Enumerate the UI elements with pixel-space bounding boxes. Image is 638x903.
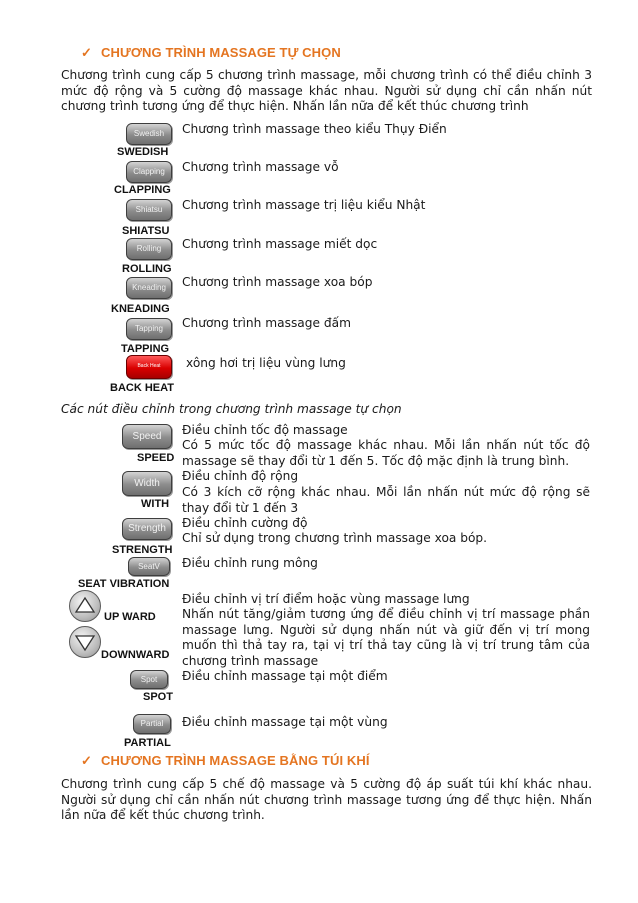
width-desc: Có 3 kích cỡ rộng khác nhau. Mỗi lần nhấn nút mức độ rộng sẽ thay đổi từ 1 đến 3	[182, 485, 590, 515]
shiatsu-label: SHIATSU	[122, 225, 170, 237]
section-heading-custom: ✓ CHƯƠNG TRÌNH MASSAGE TỰ CHỌN	[81, 45, 341, 60]
width-label: WITH	[141, 498, 170, 510]
kneading-desc: Chương trình massage xoa bóp	[182, 275, 373, 289]
shiatsu-desc: Chương trình massage trị liệu kiểu Nhật	[182, 198, 426, 212]
section2-intro: Chương trình cung cấp 5 chế độ massage và 5 cường độ áp suất túi khí khác nhau. Người sử dụng chỉ cần nhấn nút chương trình massage tương ứng để thực hiện. Nhấn lần nữa để kết thúc chương trình.	[61, 777, 592, 822]
tapping-button[interactable]: Tapping	[126, 318, 172, 340]
rolling-label: ROLLING	[122, 263, 172, 275]
back-heat-desc: xông hơi trị liệu vùng lưng	[186, 356, 346, 370]
seat-vibration-desc: Điều chỉnh rung mông	[182, 556, 318, 570]
downward-label: DOWNWARD	[101, 649, 170, 661]
strength-desc: Chỉ sử dụng trong chương trình massage xoa bóp.	[182, 531, 488, 545]
kneading-button[interactable]: Kneading	[126, 277, 172, 299]
swedish-button[interactable]: Swedish	[126, 123, 172, 145]
speed-label: SPEED	[137, 452, 175, 464]
upward-label: UP WARD	[104, 611, 156, 623]
check-mark-icon: ✓	[81, 753, 92, 768]
section-heading-airbag: ✓ CHƯƠNG TRÌNH MASSAGE BẰNG TÚI KHÍ	[81, 753, 370, 768]
swedish-label: SWEDISH	[117, 146, 169, 158]
back-heat-label: BACK HEAT	[110, 382, 174, 394]
seat-vibration-label: SEAT VIBRATION	[78, 578, 170, 590]
rolling-desc: Chương trình massage miết dọc	[182, 237, 378, 251]
updown-desc: Nhấn nút tăng/giảm tương ứng để điều chỉnh vị trí massage phần massage lưng. Người sử dụng nhấn nút và giữ đến vị trí mong muốn thì thả tay ra, tại vị trí thả tay cũng là vị trí trung tâm của chương trình massage	[182, 607, 590, 668]
spot-label: SPOT	[143, 691, 173, 703]
seat-vibration-button[interactable]: SeatV	[128, 557, 170, 576]
speed-desc-title: Điều chỉnh tốc độ massage	[182, 423, 348, 437]
speed-desc: Có 5 mức tốc độ massage khác nhau. Mỗi lần nhấn nút tốc độ massage sẽ thay đổi từ 1 đến 5. Tốc độ mặc định là trung bình.	[182, 438, 590, 468]
partial-desc: Điều chỉnh massage tại một vùng	[182, 715, 388, 729]
tapping-label: TAPPING	[121, 343, 170, 355]
partial-button[interactable]: Partial	[133, 714, 171, 734]
tapping-desc: Chương trình massage đấm	[182, 316, 351, 330]
swedish-desc: Chương trình massage theo kiểu Thụy Điển	[182, 122, 447, 136]
downward-button[interactable]	[69, 626, 101, 658]
upward-button[interactable]	[69, 590, 101, 622]
down-triangle-icon	[70, 627, 100, 657]
spot-button[interactable]: Spot	[130, 670, 168, 689]
back-heat-button[interactable]: Back Heat	[126, 355, 172, 379]
controls-heading: Các nút điều chỉnh trong chương trình massage tự chọn	[61, 402, 402, 416]
width-desc-title: Điều chỉnh độ rộng	[182, 469, 299, 483]
strength-desc-title: Điều chỉnh cường độ	[182, 516, 308, 530]
clapping-label: CLAPPING	[114, 184, 171, 196]
strength-label: STRENGTH	[112, 544, 173, 556]
updown-desc-title: Điều chỉnh vị trí điểm hoặc vùng massage lưng	[182, 592, 470, 606]
spot-desc: Điều chỉnh massage tại một điểm	[182, 669, 388, 683]
check-mark-icon: ✓	[81, 45, 92, 60]
partial-label: PARTIAL	[124, 737, 171, 749]
kneading-label: KNEADING	[111, 303, 170, 315]
clapping-button[interactable]: Clapping	[126, 161, 172, 183]
speed-button[interactable]: Speed	[122, 424, 172, 449]
strength-button[interactable]: Strength	[122, 518, 172, 540]
shiatsu-button[interactable]: Shiatsu	[126, 199, 172, 221]
section-intro: Chương trình cung cấp 5 chương trình massage, mỗi chương trình có thể điều chỉnh 3 mức độ rộng và 5 cường độ massage khác nhau. Người sử dụng chỉ cần nhấn nút chương trình tương ứng để thực hiện. Nhấn lần nữa để kết thúc chương trình	[61, 68, 592, 113]
up-triangle-icon	[70, 591, 100, 621]
clapping-desc: Chương trình massage vỗ	[182, 160, 339, 174]
rolling-button[interactable]: Rolling	[126, 238, 172, 260]
width-button[interactable]: Width	[122, 471, 172, 496]
